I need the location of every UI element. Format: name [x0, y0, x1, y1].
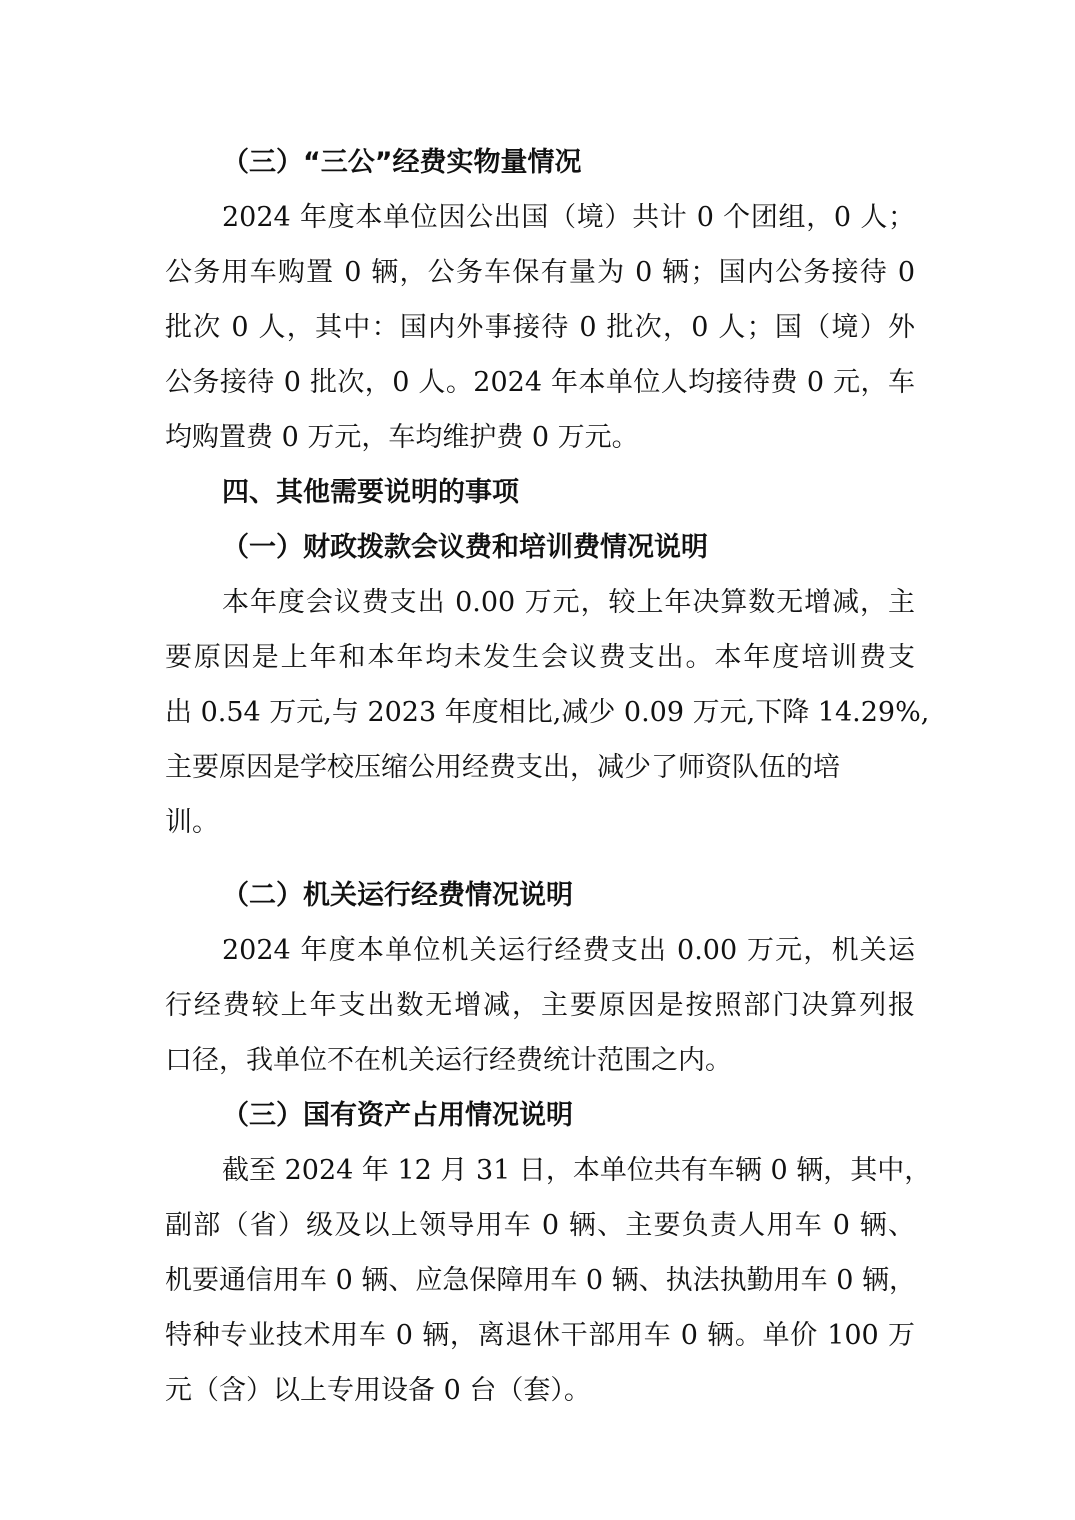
paragraph-line: 元（含）以上专用设备 0 台（套）。 [165, 1375, 591, 1406]
paragraph-line: 截至 2024 年 12 月 31 日，本单位共有车辆 0 辆，其中， [222, 1155, 932, 1186]
section-heading-meeting-training: （一）财政拨款会议费和培训费情况说明 [222, 532, 708, 563]
paragraph-line: 训。 [165, 807, 219, 838]
paragraph-line: 要原因是上年和本年均未发生会议费支出。本年度培训费支 [165, 642, 915, 673]
part-heading-other-matters: 四、其他需要说明的事项 [222, 477, 519, 508]
paragraph-line: 行经费较上年支出数无增减，主要原因是按照部门决算列报 [165, 990, 915, 1021]
section-heading-operating-funds: （二）机关运行经费情况说明 [222, 880, 573, 911]
paragraph-line: 2024 年度本单位因公出国（境）共计 0 个团组，0 人； [222, 202, 915, 233]
paragraph-line: 机要通信用车 0 辆、应急保障用车 0 辆、执法执勤用车 0 辆， [165, 1265, 917, 1296]
paragraph-line: 出 0.54 万元,与 2023 年度相比,减少 0.09 万元,下降 14.29%, [165, 697, 930, 728]
paragraph-line: 本年度会议费支出 0.00 万元，较上年决算数无增减，主 [222, 587, 915, 618]
paragraph-line: 均购置费 0 万元，车均维护费 0 万元。 [165, 422, 639, 453]
section-heading-state-assets: （三）国有资产占用情况说明 [222, 1100, 573, 1131]
paragraph-line: 批次 0 人，其中：国内外事接待 0 批次，0 人；国（境）外 [165, 312, 915, 343]
paragraph-line: 公务用车购置 0 辆，公务车保有量为 0 辆；国内公务接待 0 [165, 257, 915, 288]
paragraph-line: 2024 年度本单位机关运行经费支出 0.00 万元，机关运 [222, 935, 915, 966]
paragraph-line: 特种专业技术用车 0 辆，离退休干部用车 0 辆。单价 100 万 [165, 1320, 915, 1351]
section-heading-sangong: （三）“三公”经费实物量情况 [222, 147, 582, 178]
paragraph-line: 公务接待 0 批次，0 人。2024 年本单位人均接待费 0 元，车 [165, 367, 915, 398]
paragraph-line: 副部（省）级及以上领导用车 0 辆、主要负责人用车 0 辆、 [165, 1210, 915, 1241]
paragraph-line: 主要原因是学校压缩公用经费支出，减少了师资队伍的培 [165, 752, 840, 783]
document-body [165, 135, 932, 1418]
paragraph-line: 口径，我单位不在机关运行经费统计范围之内。 [165, 1045, 732, 1076]
